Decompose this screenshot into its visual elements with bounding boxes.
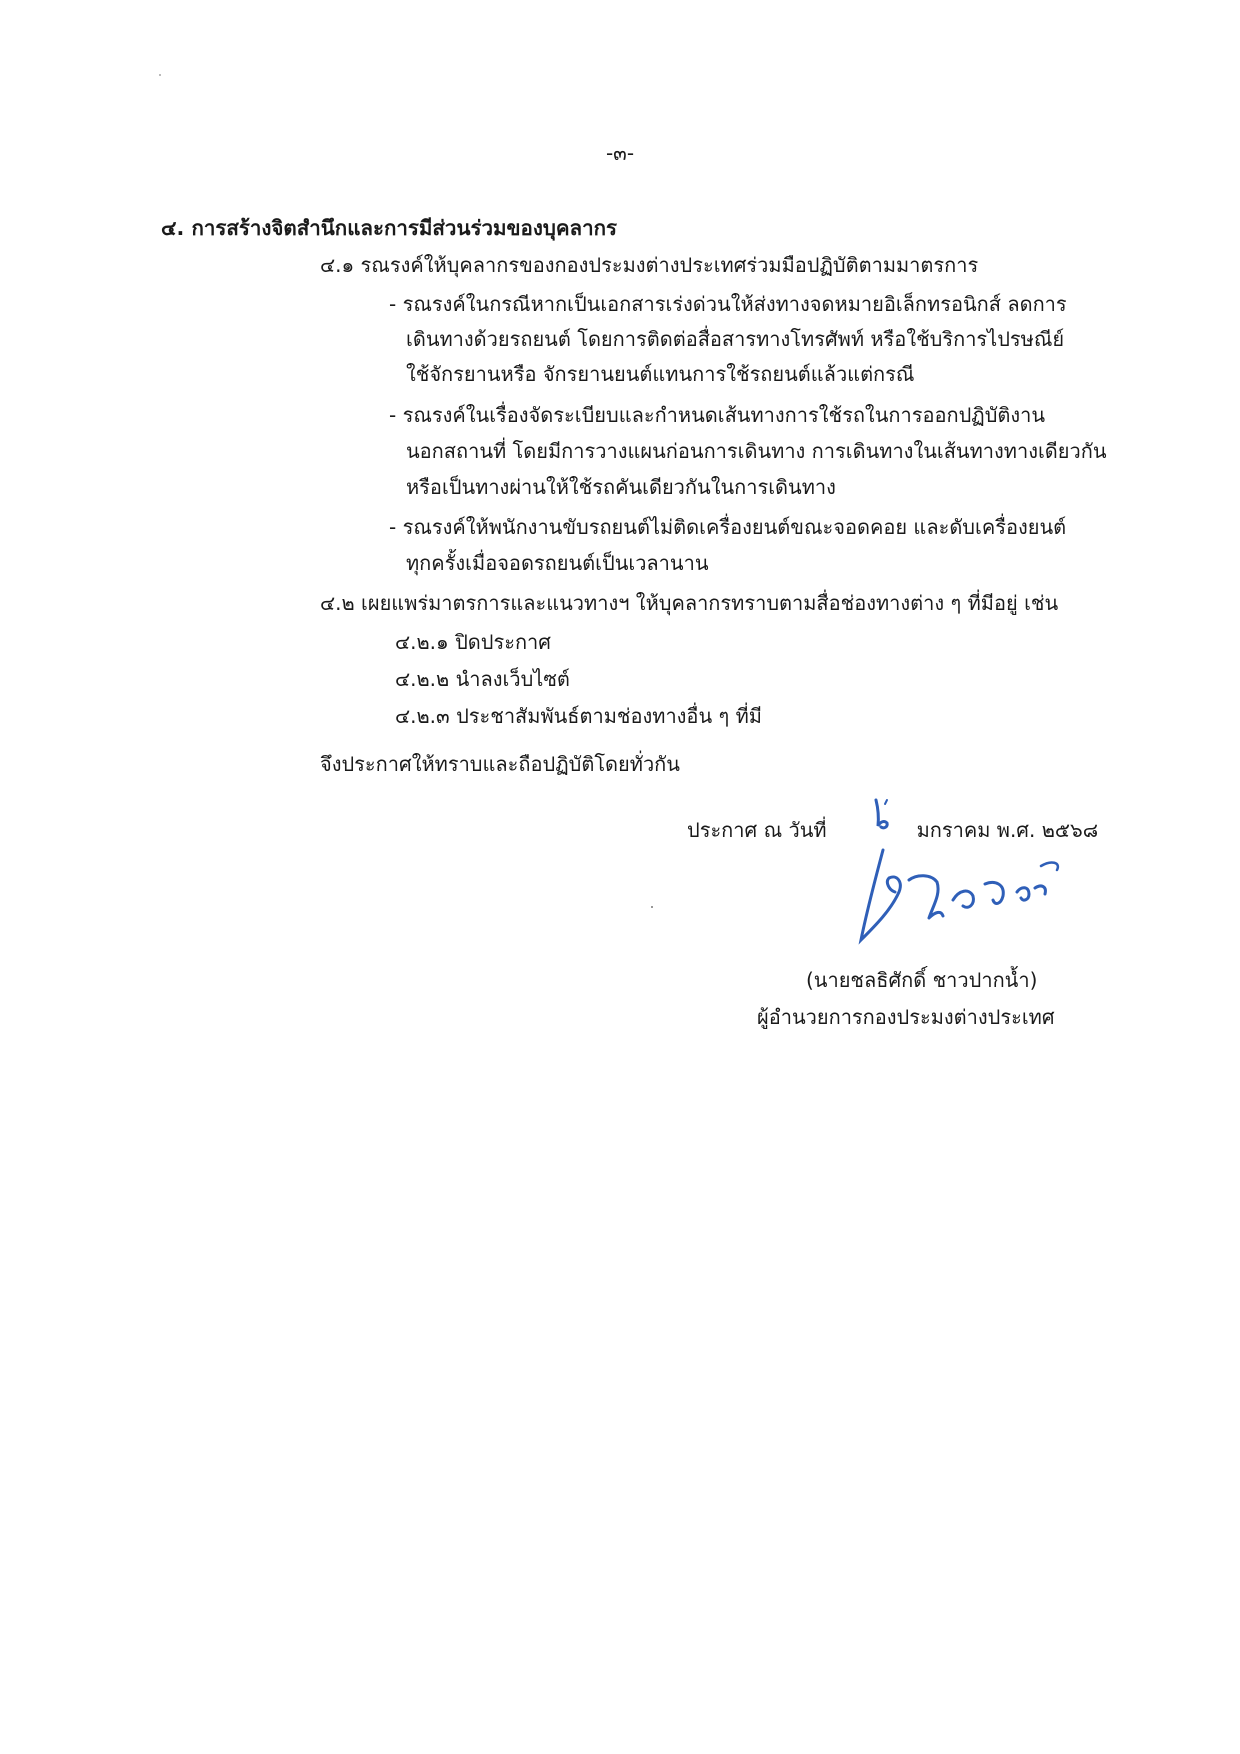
sub-clause: ๔.๒.๓ ประชาสัมพันธ์ตามช่องทางอื่น ๆ ที่มี — [395, 704, 762, 728]
signer-title: ผู้อำนวยการกองประมงต่างประเทศ — [757, 1005, 1055, 1029]
bullet-line: นอกสถานที่ โดยมีการวางแผนก่อนการเดินทาง การเดินทางในเส้นทางทางเดียวกัน — [406, 439, 1107, 463]
handwritten-day-number-icon — [870, 796, 892, 836]
announcement-date-prefix: ประกาศ ณ วันที่ — [687, 818, 827, 842]
bullet-line: เดินทางด้วยรถยนต์ โดยการติดต่อสื่อสารทางโทรศัพท์ หรือใช้บริการไปรษณีย์ — [406, 327, 1065, 351]
announcement-date-suffix: มกราคม พ.ศ. ๒๕๖๘ — [916, 818, 1099, 842]
page-number: -๓- — [605, 141, 635, 165]
clause-4-2: ๔.๒ เผยแพร่มาตรการและแนวทางฯ ให้บุคลากรทราบตามสื่อช่องทางต่าง ๆ ที่มีอยู่ เช่น — [320, 591, 1059, 615]
bullet-line: หรือเป็นทางผ่านให้ใช้รถคันเดียวกันในการเดินทาง — [406, 475, 836, 499]
signer-name: (นายชลธิศักดิ์ ชาวปากน้ำ) — [806, 968, 1038, 992]
bullet-line: - รณรงค์ในเรื่องจัดระเบียบและกำหนดเส้นทางการใช้รถในการออกปฏิบัติงาน — [389, 403, 1046, 427]
bullet-line: - รณรงค์ในกรณีหากเป็นเอกสารเร่งด่วนให้ส่งทางจดหมายอิเล็กทรอนิกส์ ลดการ — [389, 292, 1067, 316]
clause-4-1: ๔.๑ รณรงค์ให้บุคลากรของกองประมงต่างประเทศร่วมมือปฏิบัติตามมาตรการ — [320, 253, 979, 277]
bullet-line: ใช้จักรยานหรือ จักรยานยนต์แทนการใช้รถยนต์แล้วแต่กรณี — [406, 362, 915, 386]
sub-clause: ๔.๒.๒ นำลงเว็บไซต์ — [395, 667, 570, 691]
handwritten-signature-icon — [845, 840, 1080, 950]
sub-clause: ๔.๒.๑ ปิดประกาศ — [395, 630, 551, 654]
scan-speck — [651, 906, 653, 908]
closing-statement: จึงประกาศให้ทราบและถือปฏิบัติโดยทั่วกัน — [320, 752, 680, 776]
bullet-line: - รณรงค์ให้พนักงานขับรถยนต์ไม่ติดเครื่องยนต์ขณะจอดคอย และดับเครื่องยนต์ — [389, 515, 1067, 539]
section-heading: ๔. การสร้างจิตสำนึกและการมีส่วนร่วมของบุคลากร — [161, 216, 618, 240]
bullet-line: ทุกครั้งเมื่อจอดรถยนต์เป็นเวลานาน — [406, 551, 709, 575]
scan-speck — [159, 74, 161, 76]
